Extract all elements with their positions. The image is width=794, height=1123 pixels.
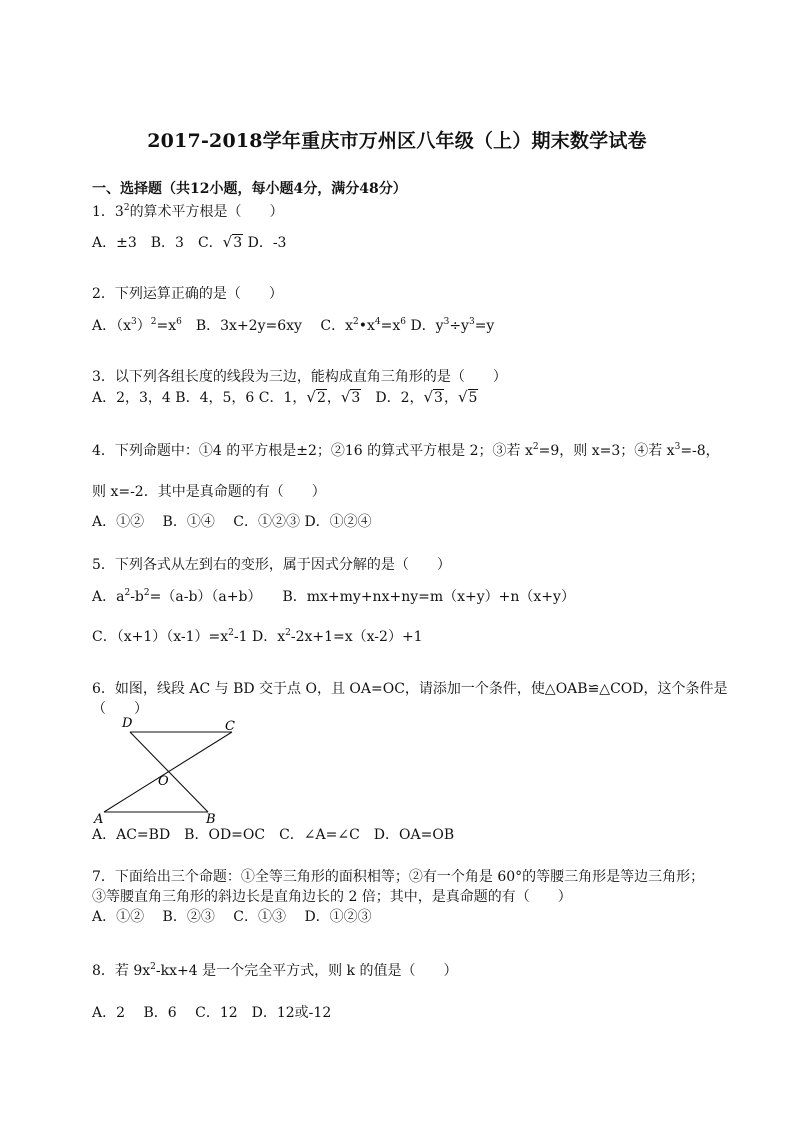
question-6-stem-line1: 6．如图，线段 AC 与 BD 交于点 O，且 OA=OC，请添加一个条件，使△OAB≌△COD，这个条件是	[92, 681, 728, 697]
label-O: O	[158, 774, 169, 789]
question-6-options: A．AC=BD B．OD=OC C．∠A=∠C D．OA=OB	[92, 827, 455, 843]
question-7-stem-line1: 7．下面给出三个命题：①全等三角形的面积相等；②有一个角是 60°的等腰三角形是等边三角形；	[92, 869, 705, 885]
segment-BD	[130, 732, 208, 812]
question-3-stem: 3．以下列各组长度的线段为三边，能构成直角三角形的是（ ）	[92, 369, 507, 385]
question-7-options: A．①② B．②③ C．①③ D．①②③	[92, 909, 372, 925]
question-5-options-ab: A．$a^2-b^2=(a-b)(a+b)$ B．mx+my+nx+ny=m（x+y）+n（x+y）	[92, 588, 575, 605]
label-C: C	[225, 719, 235, 734]
question-1-stem: 1．$3^2$的算术平方根是（ ）	[92, 203, 284, 220]
question-5-stem: 5．下列各式从左到右的变形，属于因式分解的是（ ）	[92, 557, 451, 573]
question-3-options: A．2，3，4 B．4，5，6 C．1，√2，√3 D．2，√3，√5	[92, 388, 478, 406]
question-5-options-cd: C．$(x+1)(x-1)=x^2-1$ D．$x^2-2x+1=x(x-2)+1$	[92, 628, 423, 645]
label-A: A	[94, 812, 104, 827]
question-4-stem-line2: 则 x=-2．其中是真命题的有（ ）	[92, 484, 326, 500]
question-8-stem: 8．若 $9x^2-kx+4$ 是一个完全平方式，则 k 的值是（ ）	[92, 962, 458, 979]
page-title: 2017-2018学年重庆市万州区八年级（上）期末数学试卷	[147, 130, 647, 152]
label-B: B	[206, 812, 216, 827]
geometry-figure	[92, 710, 252, 828]
question-4-options: A．①② B．①④ C．①②③ D．①②④	[92, 514, 372, 530]
question-8-options: A．2 B．6 C．12 D．12或-12	[92, 1005, 332, 1021]
question-7-stem-line2: ③等腰直角三角形的斜边长是直角边长的 2 倍；其中，是真命题的有（ ）	[92, 889, 572, 905]
label-D: D	[122, 716, 133, 731]
sqrt-symbol: √3	[222, 233, 243, 251]
question-2-stem: 2．下列运算正确的是（ ）	[92, 286, 283, 302]
segment-AC	[104, 732, 232, 812]
question-4-stem-line1: 4．下列命题中：①4 的平方根是±2；②16 的算式平方根是 2；③若 $x^2=9$，则 x=3；④若 $x^3=-8$，	[92, 442, 720, 459]
question-6-stem-line2: （ ）	[92, 701, 148, 717]
question-1-options: A．±3 B．3 C．√3 D．-3	[92, 233, 287, 251]
question-2-options: A．$(x^3)^2=x^6$ B．3x+2y=6xy C．$x^2•x^4=x^6$ D．$y^3\div y^3=y$	[92, 317, 495, 334]
section-heading: 一、选择题（共12小题，每小题4分，满分48分）	[92, 181, 407, 197]
